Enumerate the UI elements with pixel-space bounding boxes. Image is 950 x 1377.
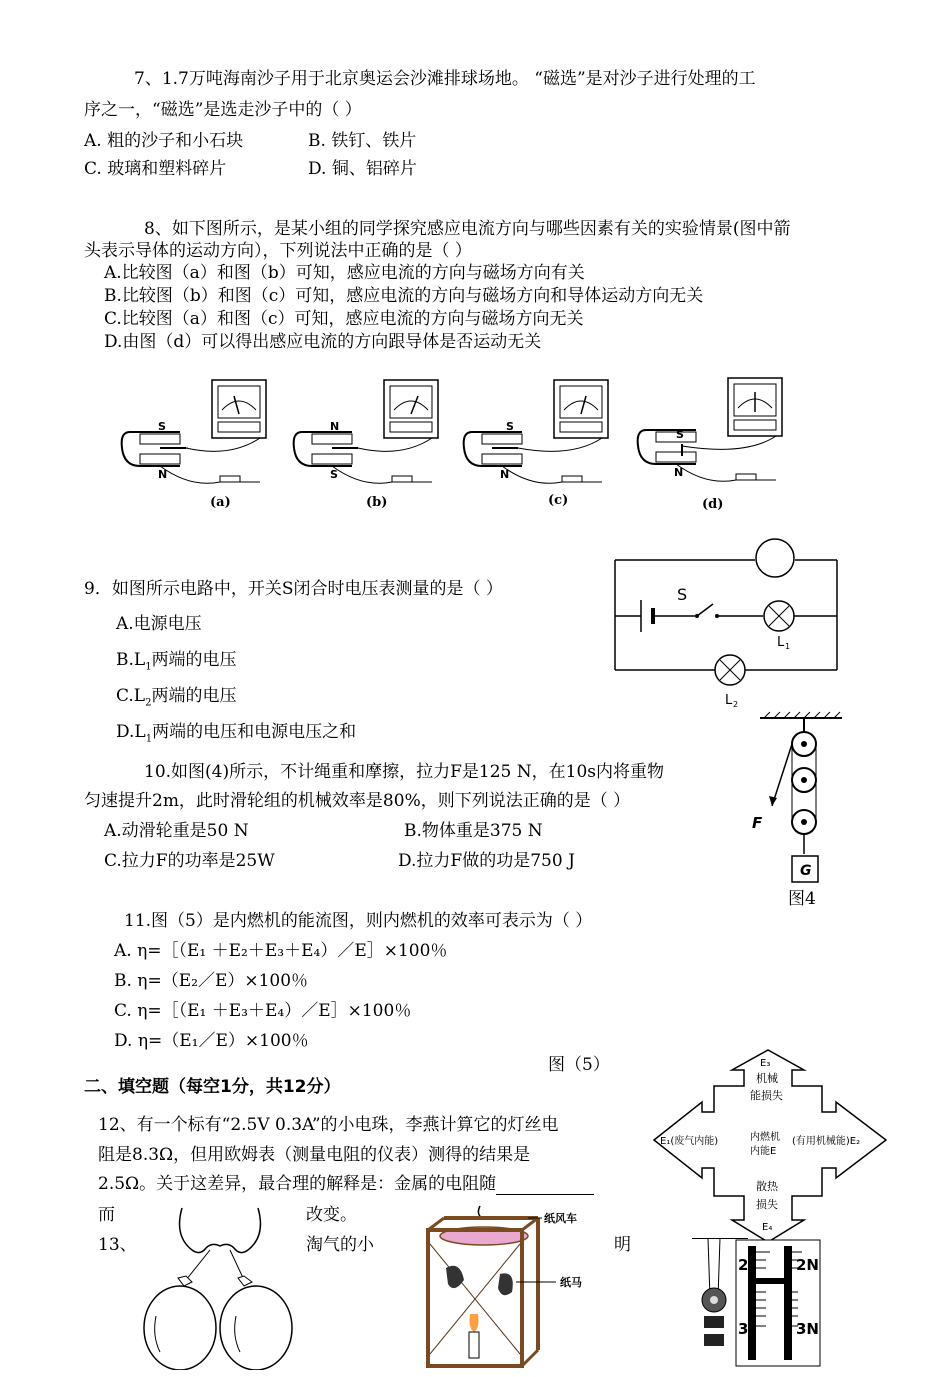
q12-line3: 2.5Ω。关于这差异，最合理的解释是：金属的电阻随 <box>98 1173 594 1195</box>
q7-option-c: C. 玻璃和塑料碎片 <box>84 159 227 179</box>
left-label: E₁(废气内能) <box>660 1136 719 1147</box>
bottom-label-2: 损失 <box>756 1198 778 1211</box>
caption-a: (a) <box>210 495 231 510</box>
q12-line1: 12、有一个标有“2.5V 0.3A”的小电珠，李燕计算它的灯丝电 <box>98 1115 559 1135</box>
q8-option-c: C.比较图（a）和图（c）可知，感应电流的方向与磁场方向无关 <box>104 309 584 329</box>
pole-bottom-c: N <box>500 468 510 481</box>
q8-option-a: A.比较图（a）和图（b）可知，感应电流的方向与磁场方向有关 <box>104 263 585 283</box>
induction-figure-b <box>292 370 452 505</box>
q13-text-right: 明 <box>614 1235 631 1255</box>
q9-option-d: $D.L_1$两端的电压和电源电压之和 <box>116 722 357 745</box>
label-windmill: 纸风车 <box>544 1212 577 1225</box>
q7-stem-line1: 7、1.7万吨海南沙子用于北京奥运会沙滩排球场地。 “磁选”是对沙子进行处理的工 <box>134 69 756 89</box>
q9-option-a: A.电源电压 <box>116 614 202 634</box>
force-label: F <box>752 814 763 832</box>
energy-flow-diagram <box>652 1048 888 1249</box>
lamp-l1-sub: 1 <box>785 642 791 651</box>
right-label: (有用机械能)E₂ <box>792 1136 861 1147</box>
caption-d: (d) <box>702 497 724 512</box>
q9-option-b: $B.L_1$两端的电压 <box>116 650 237 673</box>
q11-option-b: B. η=（E₂／E）×100％ <box>114 971 309 991</box>
figure-4-caption: 图4 <box>788 889 816 909</box>
q8-option-b: B.比较图（b）和图（c）可知，感应电流的方向与磁场方向和导体运动方向无关 <box>104 286 704 306</box>
spring-scale-figure <box>688 1238 824 1375</box>
scale-tick-2: 2 <box>738 1256 749 1274</box>
q11-option-a: A. η=［（E₁ ＋E₂＋E₃＋E₄）／E］×100％ <box>114 941 448 961</box>
weight-label: G <box>800 863 812 879</box>
q10-option-d: D.拉力F做的功是750 J <box>398 851 575 871</box>
q11-option-d: D. η=（E₁／E）×100％ <box>114 1031 309 1051</box>
q11-stem: 11.图（5）是内燃机的能流图，则内燃机的效率可表示为（ ） <box>124 911 593 931</box>
pole-top-a: S <box>158 420 166 433</box>
q7-stem-line2: 序之一，“磁选”是选走沙子中的（ ） <box>84 100 362 120</box>
q8-option-d: D.由图（d）可以得出感应电流的方向跟导体是否运动无关 <box>104 332 542 352</box>
top-label-2: 能损失 <box>750 1089 783 1102</box>
e4-label: E₄ <box>762 1222 773 1233</box>
q8-stem-line1: 8、如下图所示，是某小组的同学探究感应电流方向与哪些因素有关的实验情景(图中箭 <box>144 219 791 239</box>
pole-top-d: S <box>676 428 684 441</box>
balloons-figure <box>140 1206 300 1375</box>
q10-stem-line2: 匀速提升2m，此时滑轮组的机械效率是80%，则下列说法正确的是（ ） <box>84 791 631 811</box>
caption-b: (b) <box>366 495 388 510</box>
figure-5-caption: 图（5） <box>548 1055 610 1075</box>
q11-option-c: C. η=［（E₁ ＋E₃＋E₄）／E］×100％ <box>114 1001 412 1021</box>
bottom-label-1: 散热 <box>756 1180 778 1193</box>
paper-horse-left <box>446 1266 464 1288</box>
induction-figure-a <box>120 370 280 505</box>
scale-tick-3n: 3N <box>796 1320 819 1338</box>
right-balloon <box>220 1286 292 1370</box>
pole-bottom-d: N <box>674 466 684 479</box>
voltmeter-circle <box>756 539 794 577</box>
lamp-l1-label: L <box>777 635 785 650</box>
section-2-title: 二、填空题（每空1分，共12分） <box>84 1077 341 1097</box>
induction-figure-c <box>462 370 622 505</box>
center-label-1: 内燃机 <box>750 1132 780 1143</box>
lantern-figure <box>420 1204 610 1377</box>
scale-tick-3: 3 <box>738 1320 749 1338</box>
paper-horse-right <box>498 1273 513 1295</box>
circuit-diagram <box>605 536 845 716</box>
pole-top-c: S <box>506 420 514 433</box>
q12-line4b: 改变。 <box>306 1205 357 1225</box>
switch-label: S <box>677 585 688 604</box>
pole-bottom-a: N <box>158 468 168 481</box>
top-label-1: 机械 <box>756 1072 778 1085</box>
q8-stem-line2: 头表示导体的运动方向），下列说法中正确的是（ ） <box>84 241 472 261</box>
center-label-2: 内能E <box>750 1146 777 1157</box>
q12-line2: 阻是8.3Ω，但用欧姆表（测量电阻的仪表）测得的结果是 <box>98 1145 531 1165</box>
pole-bottom-b: S <box>330 468 338 481</box>
q13-number: 13、 <box>98 1235 137 1255</box>
q10-option-b: B.物体重是375 N <box>404 821 543 841</box>
label-horse: 纸马 <box>560 1276 582 1289</box>
lamp-l2-sub: 2 <box>733 700 739 709</box>
q10-option-a: A.动滑轮重是50 N <box>104 821 249 841</box>
q12-line4a: 而 <box>98 1205 115 1225</box>
q10-stem-line1: 10.如图(4)所示，不计绳重和摩擦，拉力F是125 N，在10s内将重物 <box>144 762 664 782</box>
scale-tick-2n: 2N <box>796 1256 819 1274</box>
q10-option-c: C.拉力F的功率是25W <box>104 851 275 871</box>
q7-option-d: D. 铜、铝碎片 <box>308 159 417 179</box>
q13-text-mid: 淘气的小 <box>306 1235 374 1255</box>
q9-stem: 9．如图所示电路中，开关S闭合时电压表测量的是（ ） <box>84 579 503 599</box>
q12-answer-blank[interactable] <box>496 1176 594 1195</box>
e3-label: E₃ <box>760 1058 771 1069</box>
induction-figure-d <box>636 368 796 503</box>
lamp-l2-label: L <box>725 693 733 708</box>
q7-option-a: A. 粗的沙子和小石块 <box>84 131 244 151</box>
q7-option-b: B. 铁钉、铁片 <box>308 131 417 151</box>
switch-lever <box>697 604 713 616</box>
q9-option-c: $C.L_2$两端的电压 <box>116 686 237 709</box>
caption-c: (c) <box>548 493 569 508</box>
pole-top-b: N <box>330 420 340 433</box>
pulley-diagram <box>748 710 848 895</box>
